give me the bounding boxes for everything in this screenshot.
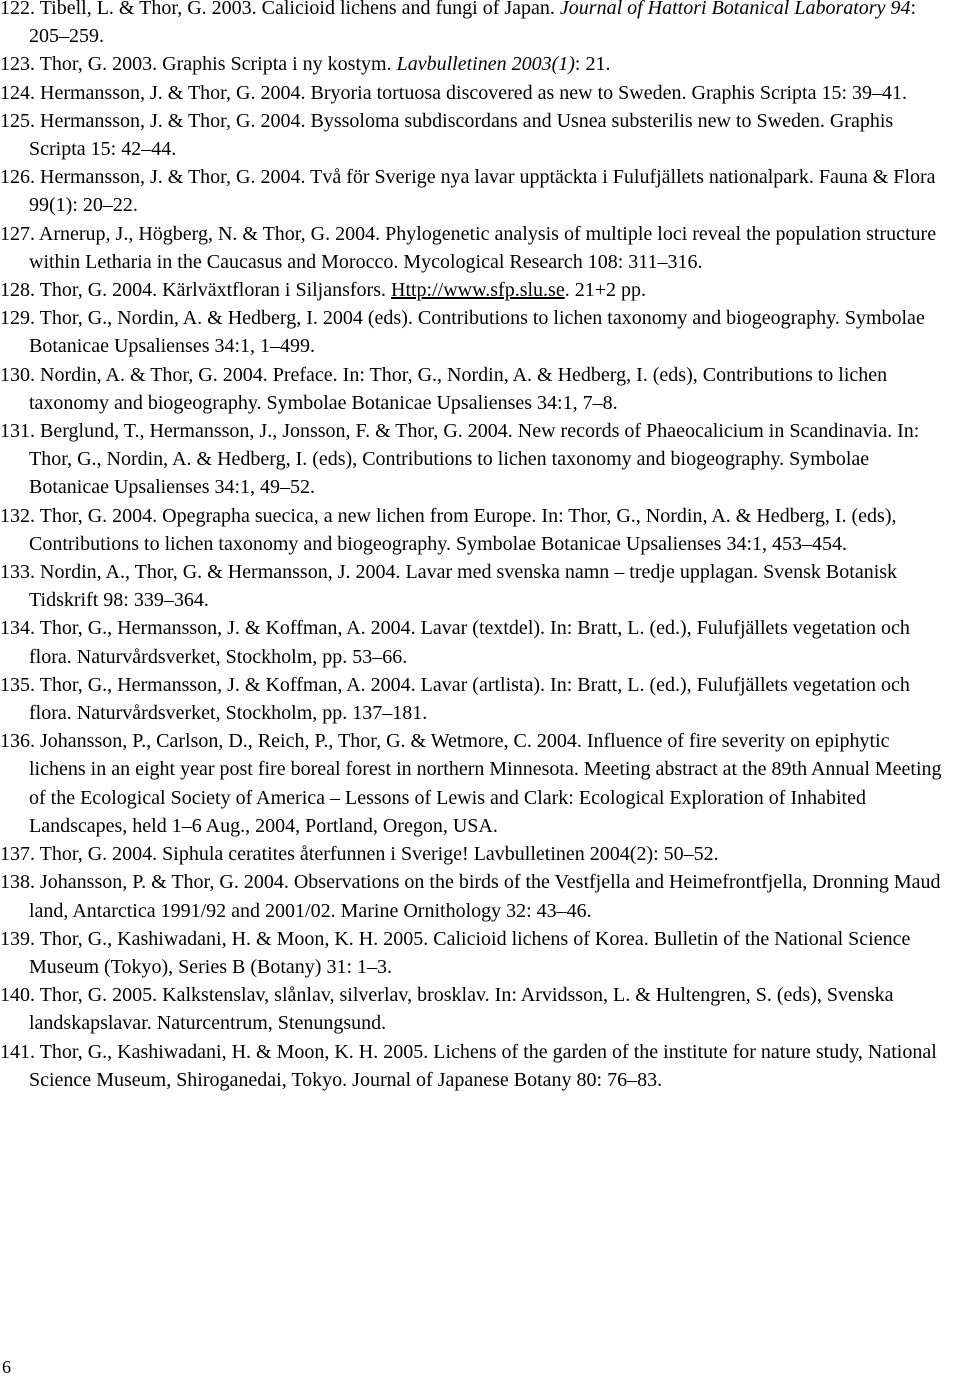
reference-text: Arnerup, J., Högberg, N. & Thor, G. 2004. Phylogenetic analysis of multiple loci reveal the population structure within Letharia in the Caucasus and Morocco. Mycological Research 108: 311–316.: [29, 222, 937, 273]
reference-text: Thor, G. 2004. Opegrapha suecica, a new lichen from Europe. In: Thor, G., Nordin, A. & Hedberg, I. (eds), Contributions to lichen taxonomy and biogeography. Symbolae Botanicae Upsalienses 34:1, 453–454.: [29, 504, 897, 555]
reference-number: 130.: [0, 363, 35, 386]
reference-item: [0, 727, 948, 840]
reference-item: [0, 868, 948, 924]
reference-link[interactable]: Http://www.sfp.slu.se: [391, 279, 565, 302]
reference-number: 140.: [0, 984, 35, 1007]
reference-text: Johansson, P. & Thor, G. 2004. Observations on the birds of the Vestfjella and Heimefrontfjella, Dronning Maud land, Antarctica 1991/92 and 2001/02. Marine Ornithology 32: 43–46.: [29, 871, 941, 922]
reference-number: 128.: [0, 279, 35, 302]
reference-text: Hermansson, J. & Thor, G. 2004. Byssoloma subdiscordans and Usnea substerilis new to Sweden. Graphis Scripta 15: 42–44.: [29, 109, 894, 161]
reference-item: [0, 417, 948, 502]
reference-item: [0, 220, 948, 276]
reference-text: Thor, G., Nordin, A. & Hedberg, I. 2004 (eds). Contributions to lichen taxonomy and biogeography. Symbolae Botanicae Upsalienses 34:1, 1–499.: [29, 307, 925, 358]
reference-number: 133.: [0, 561, 35, 584]
reference-text: Tibell, L. & Thor, G. 2003. Calicioid lichens and fungi of Japan.: [35, 0, 560, 19]
reference-number: 126.: [0, 166, 35, 189]
page-number: 6: [2, 1357, 11, 1377]
reference-text: Nordin, A. & Thor, G. 2004. Preface. In: Thor, G., Nordin, A. & Hedberg, I. (eds), Contributions to lichen taxonomy and biogeography. Symbolae Botanicae Upsalienses 34:1, 7–8.: [29, 363, 888, 414]
reference-item: [0, 50, 948, 78]
reference-text: Berglund, T., Hermansson, J., Jonsson, F. & Thor, G. 2004. New records of Phaeocalicium in Scandinavia. In: Thor, G., Nordin, A. & Hedberg, I. (eds), Contributions to lichen taxonomy and biogeography. Symbolae Botanicae Upsalienses 34:1, 49–52.: [29, 420, 920, 499]
reference-number: 131.: [0, 420, 35, 443]
reference-text: Journal of Hattori Botanical Laboratory 94: [559, 0, 911, 19]
reference-text: Lavbulletinen 2003(1): [396, 53, 575, 76]
reference-item: [0, 840, 948, 868]
reference-text: Thor, G., Kashiwadani, H. & Moon, K. H. 2005. Calicioid lichens of Korea. Bulletin of the National Science Museum (Tokyo), Series B (Botany) 31: 1–3.: [29, 927, 911, 978]
reference-number: 135.: [0, 673, 35, 696]
reference-text: Thor, G., Hermansson, J. & Koffman, A. 2004. Lavar (textdel). In: Bratt, L. (ed.), Fulufjällets vegetation och flora. Naturvårdsverket, Stockholm, pp. 53–66.: [29, 617, 910, 668]
reference-text: Thor, G., Hermansson, J. & Koffman, A. 2004. Lavar (artlista). In: Bratt, L. (ed.), Fulufjällets vegetation och flora. Naturvårdsverket, Stockholm, pp. 137–181.: [29, 673, 910, 725]
reference-text: . 21+2 pp.: [564, 279, 646, 302]
reference-number: 139.: [0, 927, 35, 950]
reference-number: 124.: [0, 81, 35, 104]
reference-text: Nordin, A., Thor, G. & Hermansson, J. 2004. Lavar med svenska namn – tredje upplagan. Svensk Botanisk Tidskrift 98: 339–364.: [29, 561, 898, 612]
reference-text: Thor, G. 2004. Kärlväxtfloran i Siljansfors.: [35, 279, 391, 302]
reference-text: Thor, G., Kashiwadani, H. & Moon, K. H. 2005. Lichens of the garden of the institute for nature study, National Science Museum, Shiroganedai, Tokyo. Journal of Japanese Botany 80: 76–83.: [29, 1040, 937, 1091]
reference-text: Johansson, P., Carlson, D., Reich, P., Thor, G. & Wetmore, C. 2004. Influence of fire severity on epiphytic lichens in an eight year post fire boreal forest in northern Minnesota. Meeting abstract at the 89th Annual Meeting of the Ecological Society of America – Lessons of Lewis and Clark: Ecological Exploration of Inhabited Landscapes, held 1–6 Aug., 2004, Portland, Oregon, USA.: [29, 730, 942, 837]
reference-number: 123.: [0, 53, 35, 76]
reference-number: 141.: [0, 1040, 35, 1063]
reference-item: [0, 361, 948, 417]
reference-item: [0, 614, 948, 670]
reference-number: 134.: [0, 617, 35, 640]
reference-item: [0, 925, 948, 981]
reference-number: 132.: [0, 504, 35, 527]
reference-text: Thor, G. 2005. Kalkstenslav, slånlav, silverlav, brosklav. In: Arvidsson, L. & Hultengren, S. (eds), Svenska landskapslavar. Naturcentrum, Stenungsund.: [29, 984, 894, 1035]
reference-number: 127.: [0, 222, 35, 245]
reference-item: [0, 79, 948, 107]
reference-number: 138.: [0, 871, 35, 894]
reference-text: Hermansson, J. & Thor, G. 2004. Två för Sverige nya lavar upptäckta i Fulufjällets nationalpark. Fauna & Flora 99(1): 20–22.: [29, 166, 936, 217]
reference-number: 137.: [0, 843, 35, 866]
reference-item: [0, 1038, 948, 1094]
reference-item: [0, 671, 948, 727]
reference-text: : 205–259.: [29, 0, 917, 48]
reference-item: [0, 276, 948, 304]
reference-item: [0, 502, 948, 558]
reference-item: [0, 163, 948, 219]
reference-text: : 21.: [574, 53, 611, 76]
reference-item: [0, 981, 948, 1037]
reference-text: Thor, G. 2003. Graphis Scripta i ny kostym.: [35, 53, 397, 76]
reference-number: 125.: [0, 109, 35, 132]
reference-item: [0, 107, 948, 163]
reference-number: 136.: [0, 730, 35, 753]
reference-text: Hermansson, J. & Thor, G. 2004. Bryoria tortuosa discovered as new to Sweden. Graphis Scripta 15: 39–41.: [35, 81, 908, 104]
reference-item: [0, 304, 948, 360]
reference-number: 129.: [0, 307, 35, 330]
reference-text: Thor, G. 2004. Siphula ceratites återfunnen i Sverige! Lavbulletinen 2004(2): 50–52.: [35, 843, 719, 866]
reference-item: [0, 558, 948, 614]
reference-number: 122.: [0, 0, 35, 19]
reference-item: [0, 0, 948, 50]
